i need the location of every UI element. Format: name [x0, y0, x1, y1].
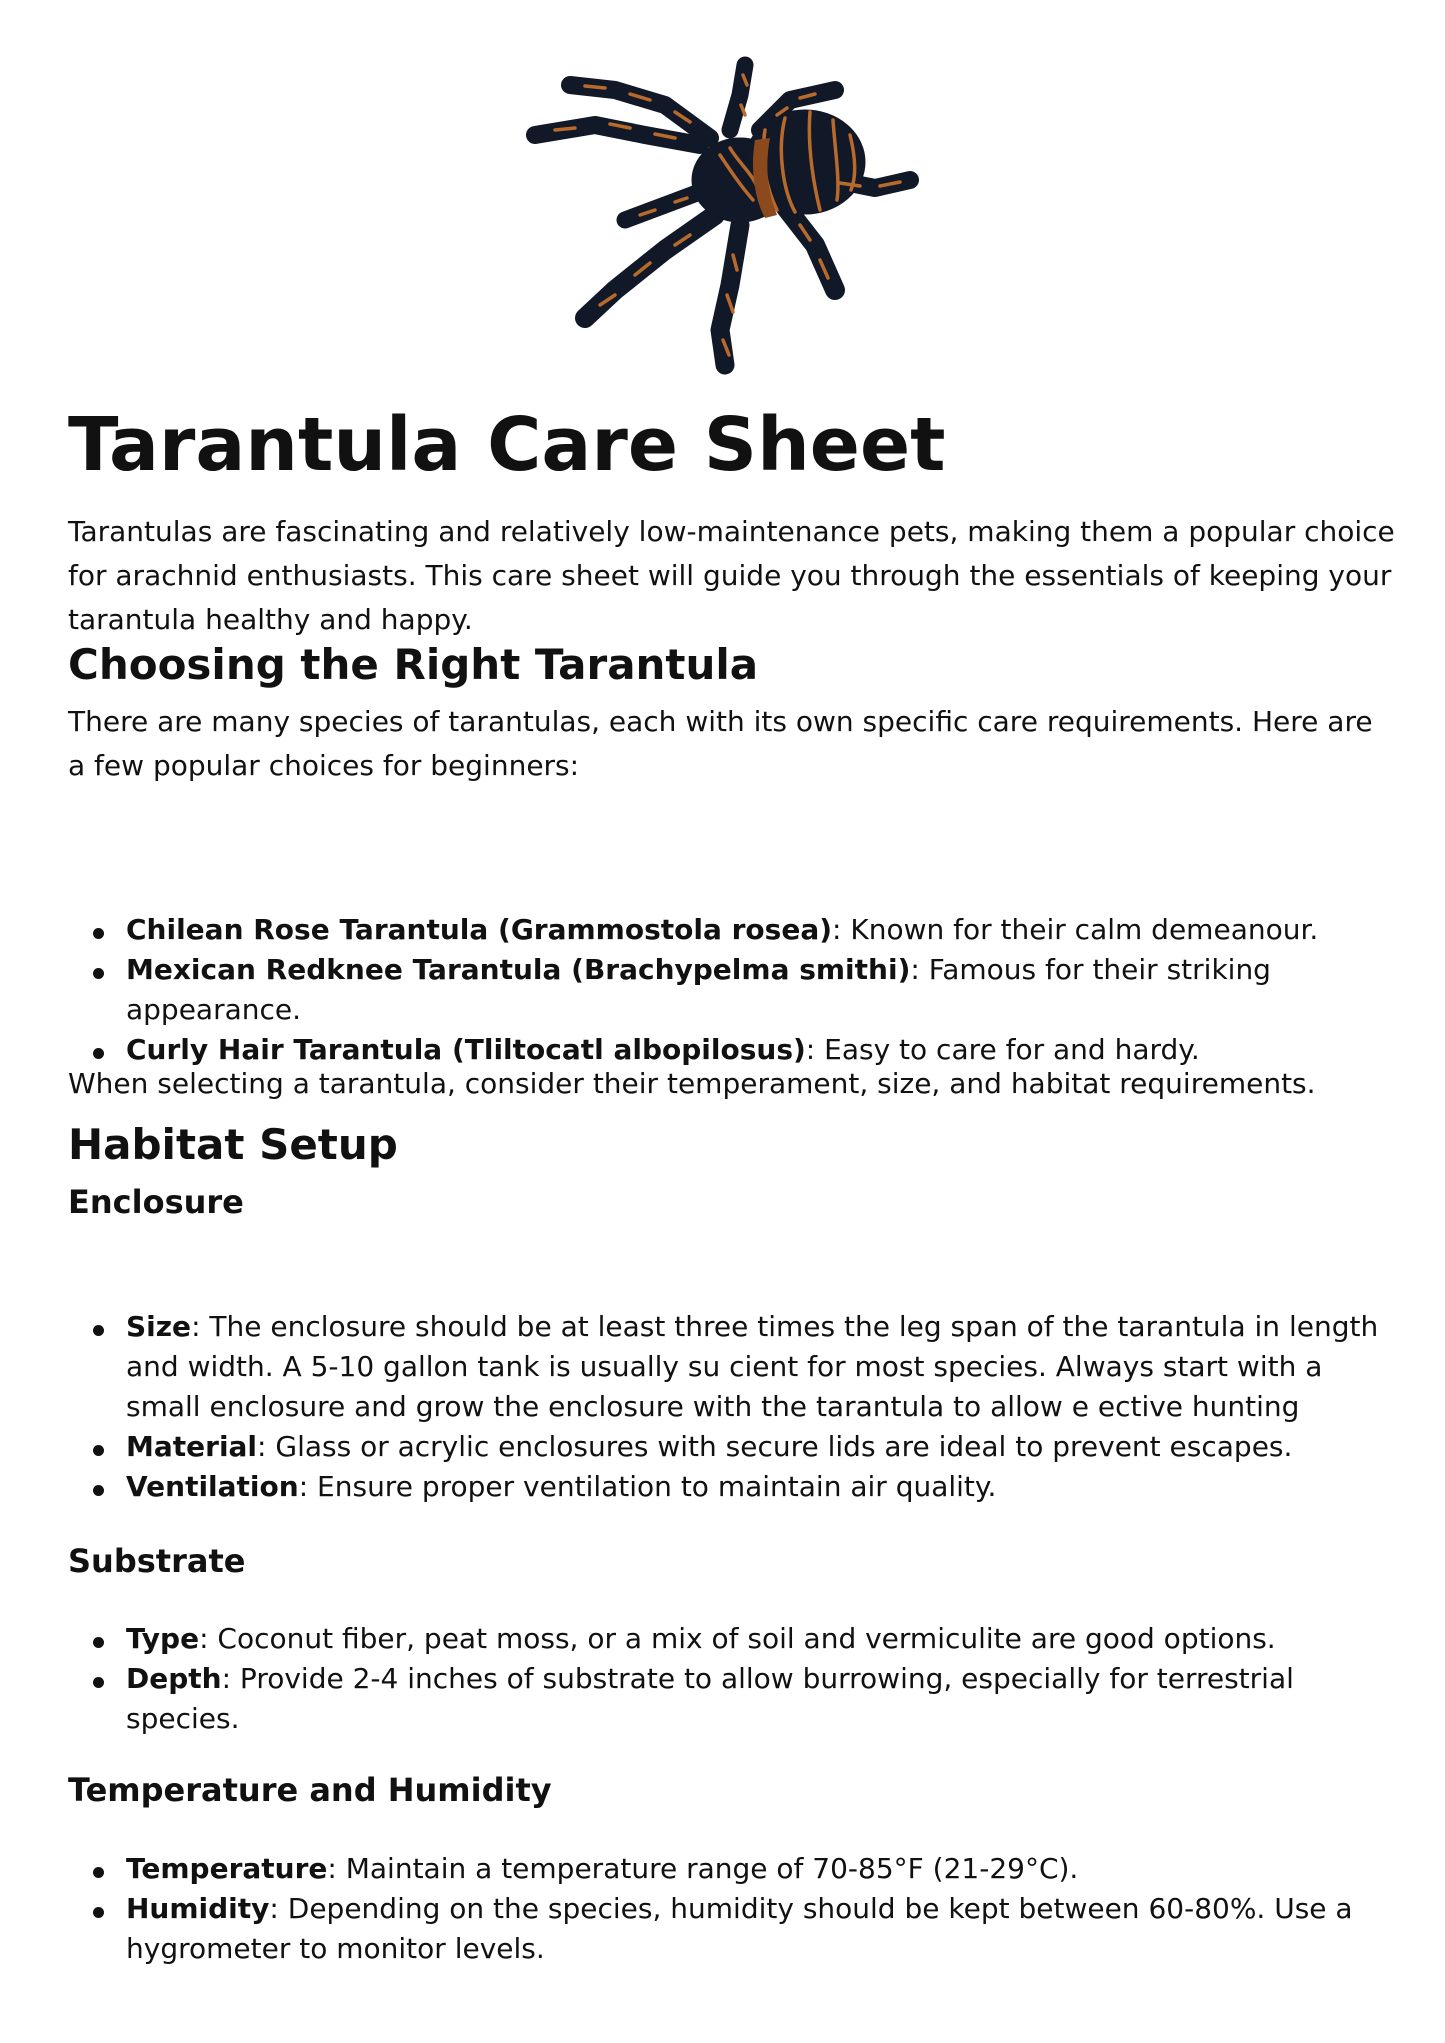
item-name: Humidity	[126, 1892, 270, 1925]
item-name: Curly Hair Tarantula (Tliltocatl albopilosus)	[126, 1033, 806, 1066]
item-name: Depth	[126, 1662, 222, 1695]
species-list	[68, 910, 1398, 1070]
list-item	[68, 1427, 1398, 1467]
substrate-list	[68, 1619, 1398, 1739]
temperature-list	[68, 1849, 1398, 1969]
list-item	[68, 1659, 1398, 1739]
subheading-enclosure: Enclosure	[68, 1183, 244, 1221]
item-desc: : Known for their calm demeanour.	[832, 913, 1319, 946]
tarantula-icon	[515, 50, 935, 380]
item-desc: : Ensure proper ventilation to maintain air quality.	[298, 1470, 997, 1503]
item-desc: : Famous for their striking appearance.	[126, 953, 1271, 1026]
item-name: Mexican Redknee Tarantula (Brachypelma smithi)	[126, 953, 911, 986]
list-item	[68, 1467, 1398, 1507]
subheading-temperature-humidity: Temperature and Humidity	[68, 1771, 552, 1809]
item-desc: : Maintain a temperature range of 70-85°F (21-29°C).	[327, 1852, 1079, 1885]
item-name: Ventilation	[126, 1470, 299, 1503]
item-name: Type	[126, 1622, 200, 1655]
list-item	[68, 1307, 1398, 1427]
list-item	[68, 1619, 1398, 1659]
section-heading-habitat: Habitat Setup	[68, 1120, 398, 1169]
item-name: Temperature	[126, 1852, 328, 1885]
page-title: Tarantula Care Sheet	[68, 402, 946, 488]
item-name: Chilean Rose Tarantula (Grammostola rosea)	[126, 913, 833, 946]
subheading-substrate: Substrate	[68, 1542, 246, 1580]
item-desc: : Easy to care for and hardy.	[805, 1033, 1200, 1066]
item-desc: : Provide 2-4 inches of substrate to allow burrowing, especially for terrestrial species.	[126, 1662, 1294, 1735]
item-name: Material	[126, 1430, 258, 1463]
section-heading-choosing: Choosing the Right Tarantula	[68, 640, 759, 689]
choosing-intro-paragraph: There are many species of tarantulas, each with its own specific care requirements. Here are a few popular choices for beginners:	[68, 705, 1373, 782]
list-item	[68, 950, 1398, 1030]
item-desc: : Coconut fiber, peat moss, or a mix of soil and vermiculite are good options.	[199, 1622, 1276, 1655]
intro-paragraph: Tarantulas are fascinating and relatively low-maintenance pets, making them a popular choice for arachnid enthusiasts. This care sheet will guide you through the essentials of keeping your tarantula healthy and happy.	[68, 515, 1395, 636]
list-item	[68, 1849, 1398, 1889]
list-item	[68, 910, 1398, 950]
choosing-outro-paragraph: When selecting a tarantula, consider their temperament, size, and habitat requirements.	[68, 1067, 1316, 1100]
enclosure-list	[68, 1307, 1398, 1507]
list-item	[68, 1889, 1398, 1969]
item-desc: : Depending on the species, humidity should be kept between 60-80%. Use a hygrometer to monitor levels.	[126, 1892, 1353, 1965]
item-desc: : The enclosure should be at least three times the leg span of the tarantula in length and width. A 5-10 gallon tank is usually su cient for most species. Always start with a small enclosure and grow the enclosure with the tarantula to allow e ective hunting	[126, 1310, 1379, 1423]
item-name: Size	[126, 1310, 192, 1343]
item-desc: : Glass or acrylic enclosures with secure lids are ideal to prevent escapes.	[257, 1430, 1293, 1463]
